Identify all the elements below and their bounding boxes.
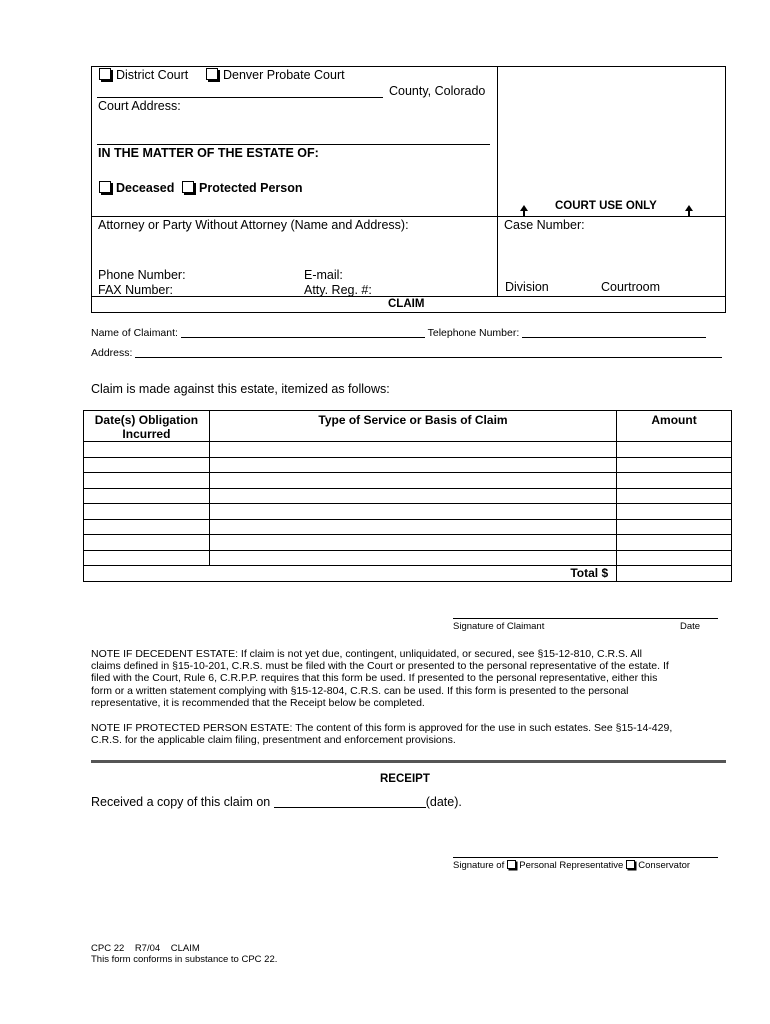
court-address-label: Court Address:: [98, 99, 181, 113]
claim-amount-cell[interactable]: [617, 535, 732, 551]
claim-amount-cell[interactable]: [617, 442, 732, 458]
district-court-option[interactable]: District Court: [99, 68, 188, 82]
protected-estate-note: NOTE IF PROTECTED PERSON ESTATE: The content of this form is approved for the use in such estates. See §15-14-429, C.R.S. for the applicable claim filing, presentment and enforcement provisions.: [91, 722, 673, 747]
division-label: Division: [505, 280, 549, 294]
address-field[interactable]: [135, 347, 722, 358]
form-code: CPC 22 R7/04 CLAIM: [91, 943, 200, 954]
itemized-intro: Claim is made against this estate, itemized as follows:: [91, 382, 390, 396]
claimant-name-line: Name of Claimant: Telephone Number:: [91, 327, 706, 339]
arrow-up-icon: [684, 205, 694, 217]
claim-items-table: [83, 410, 732, 582]
claim-type-cell[interactable]: [209, 519, 616, 535]
table-row: [84, 519, 732, 535]
claim-type-cell[interactable]: [209, 488, 616, 504]
claim-date-cell[interactable]: [84, 504, 210, 520]
claimant-name-field[interactable]: [181, 327, 425, 338]
representative-signature-label: Signature of Personal Representative Conservator: [453, 860, 691, 871]
col-date-header: Date(s) Obligation Incurred: [84, 411, 210, 442]
claim-amount-cell[interactable]: [617, 488, 732, 504]
district-court-checkbox[interactable]: [99, 68, 111, 80]
table-row: [84, 473, 732, 489]
receipt-date-field[interactable]: [274, 797, 426, 808]
claim-amount-cell[interactable]: [617, 473, 732, 489]
col-amount-header: Amount: [617, 411, 732, 442]
claim-amount-cell[interactable]: [617, 457, 732, 473]
claim-date-cell[interactable]: [84, 535, 210, 551]
claim-type-cell[interactable]: [209, 504, 616, 520]
probate-court-checkbox[interactable]: [206, 68, 218, 80]
signature-claimant-label: Signature of Claimant: [453, 621, 545, 632]
telephone-field[interactable]: [522, 327, 706, 338]
claim-type-cell[interactable]: [209, 550, 616, 566]
table-row: [84, 457, 732, 473]
claim-date-cell[interactable]: [84, 488, 210, 504]
phone-number-label: Phone Number:: [98, 268, 186, 282]
claimant-signature-line[interactable]: [453, 618, 718, 619]
claim-date-cell[interactable]: [84, 473, 210, 489]
court-use-only-label: COURT USE ONLY: [555, 200, 657, 212]
attorney-label: Attorney or Party Without Attorney (Name and Address):: [98, 218, 409, 232]
email-label: E-mail:: [304, 268, 343, 282]
claim-date-cell[interactable]: [84, 457, 210, 473]
claim-rows: [84, 442, 732, 566]
conformance-note: This form conforms in substance to CPC 22.: [91, 954, 278, 965]
claim-type-cell[interactable]: [209, 473, 616, 489]
deceased-checkbox[interactable]: [99, 181, 111, 193]
table-row: [84, 442, 732, 458]
courtroom-label: Courtroom: [601, 280, 661, 294]
arrow-up-icon: [519, 205, 529, 217]
claim-amount-cell[interactable]: [617, 550, 732, 566]
table-row: [84, 550, 732, 566]
fax-number-label: FAX Number:: [98, 283, 174, 297]
form-title: CLAIM: [388, 298, 425, 310]
estate-matter-heading: IN THE MATTER OF THE ESTATE OF:: [98, 146, 319, 160]
claim-date-cell[interactable]: [84, 519, 210, 535]
claim-date-cell[interactable]: [84, 550, 210, 566]
claim-date-cell[interactable]: [84, 442, 210, 458]
county-label: County, Colorado: [389, 84, 486, 98]
personal-representative-checkbox[interactable]: [507, 860, 516, 869]
total-label: Total $: [84, 566, 617, 582]
table-row: [84, 504, 732, 520]
claimant-address-line: Address:: [91, 347, 722, 359]
table-row: [84, 488, 732, 504]
total-row: [84, 566, 732, 582]
probate-court-option[interactable]: Denver Probate Court: [206, 68, 345, 82]
section-divider: [91, 760, 726, 763]
col-type-header: Type of Service or Basis of Claim: [209, 411, 616, 442]
claim-amount-cell[interactable]: [617, 504, 732, 520]
total-amount-field[interactable]: [617, 566, 732, 582]
claim-type-cell[interactable]: [209, 457, 616, 473]
case-number-label: Case Number:: [504, 218, 585, 232]
atty-reg-label: Atty. Reg. #:: [304, 283, 372, 297]
claim-type-cell[interactable]: [209, 442, 616, 458]
claim-amount-cell[interactable]: [617, 519, 732, 535]
representative-signature-line[interactable]: [453, 857, 718, 858]
protected-person-checkbox[interactable]: [182, 181, 194, 193]
receipt-title: RECEIPT: [380, 773, 430, 785]
claim-type-cell[interactable]: [209, 535, 616, 551]
signature-date-label: Date: [680, 621, 701, 632]
deceased-option[interactable]: Deceased: [99, 181, 174, 195]
table-row: [84, 535, 732, 551]
decedent-estate-note: NOTE IF DECEDENT ESTATE: If claim is not yet due, contingent, unliquidated, or secured, see §15-12-810, C.R.S. All claims defined in §15-10-201, C.R.S. must be filed with the Court or presented to the personal representative of the estate. If filed with the Court, Rule 6, C.R.P.P. requires that this form be used. If presented to the personal representative, either this form or a written statement complying with §15-12-804, C.R.S. can be used. If this form is presented to the personal representative, it is recommended that the Receipt below be completed.: [91, 648, 669, 709]
conservator-checkbox[interactable]: [626, 860, 635, 869]
protected-person-option[interactable]: Protected Person: [182, 181, 303, 195]
receipt-line: Received a copy of this claim on (date).: [91, 795, 462, 809]
table-header-row: [84, 411, 732, 442]
